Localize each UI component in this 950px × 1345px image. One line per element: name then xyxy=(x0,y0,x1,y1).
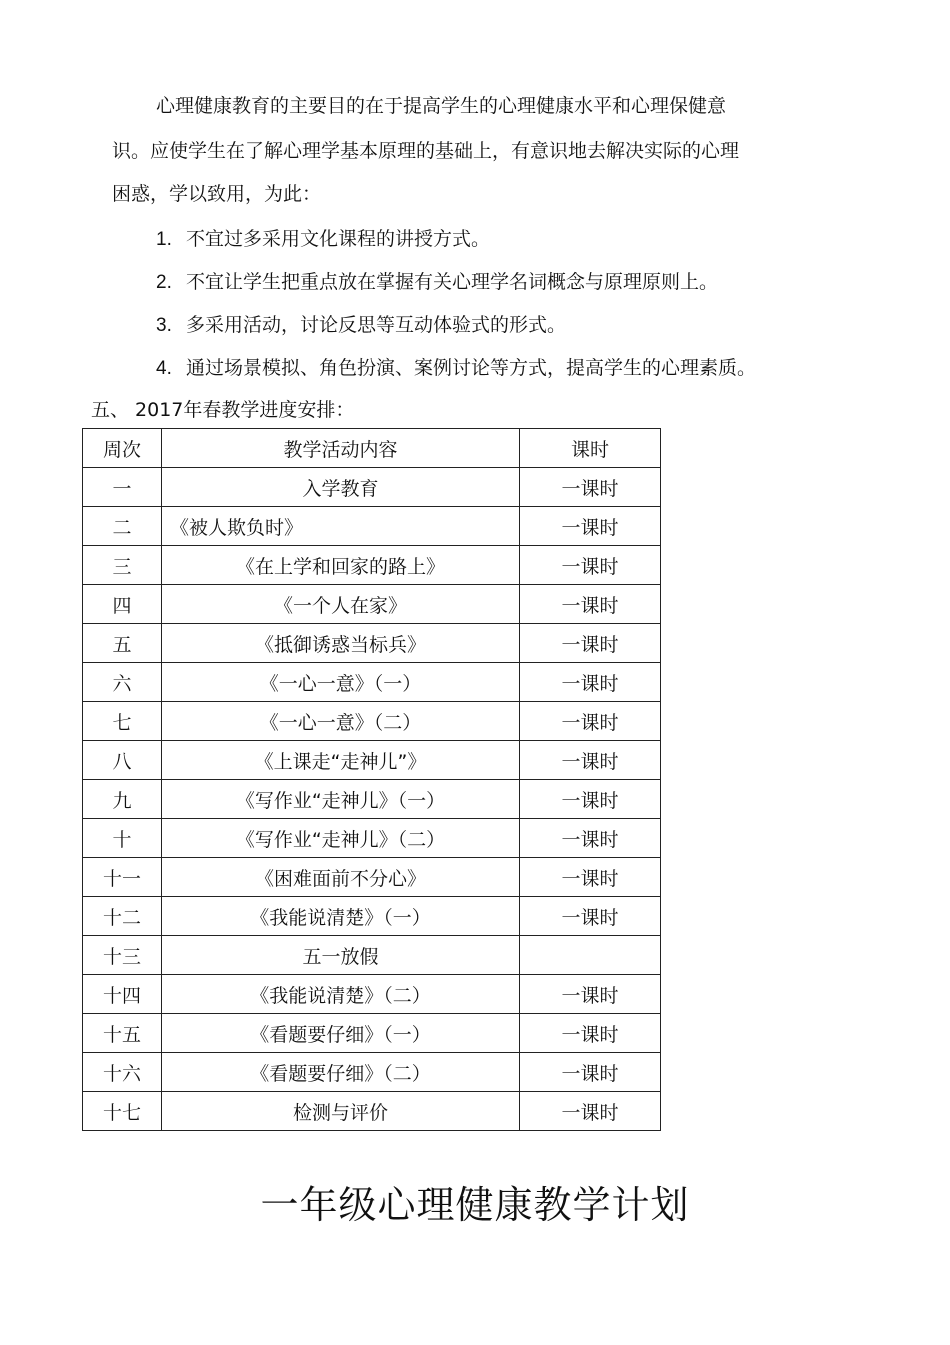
cell-hours: 一课时 xyxy=(520,468,661,507)
table-row xyxy=(83,507,661,546)
cell-week: 十五 xyxy=(83,1014,162,1053)
cell-content: 《一心一意》（一） xyxy=(162,663,520,702)
cell-content: 《看题要仔细》（一） xyxy=(162,1014,520,1053)
cell-week: 十三 xyxy=(83,936,162,975)
cell-week: 十六 xyxy=(83,1053,162,1092)
cell-content: 《我能说清楚》（二） xyxy=(162,975,520,1014)
cell-hours: 一课时 xyxy=(520,975,661,1014)
table-row xyxy=(83,624,661,663)
list-item-number: 2. xyxy=(156,272,172,293)
list-item-text: 通过场景模拟、角色扮演、案例讨论等方式，提高学生的心理素质。 xyxy=(186,357,757,379)
cell-week: 十一 xyxy=(83,858,162,897)
cell-hours xyxy=(520,936,661,975)
cell-content: 《一心一意》（二） xyxy=(162,702,520,741)
cell-hours: 一课时 xyxy=(520,624,661,663)
cell-hours: 一课时 xyxy=(520,780,661,819)
cell-content: 《抵御诱惑当标兵》 xyxy=(162,624,520,663)
cell-week: 一 xyxy=(83,468,162,507)
cell-content: 《困难面前不分心》 xyxy=(162,858,520,897)
document-title: 一年级心理健康教学计划 xyxy=(260,1183,690,1227)
cell-content: 《写作业“走神儿》（一） xyxy=(162,780,520,819)
list-item xyxy=(156,356,756,381)
header-week: 周次 xyxy=(83,429,162,468)
table-row xyxy=(83,741,661,780)
cell-hours: 一课时 xyxy=(520,702,661,741)
table-row xyxy=(83,780,661,819)
list-item-text: 不宜过多采用文化课程的讲授方式。 xyxy=(186,228,491,250)
table-row xyxy=(83,936,661,975)
table-row xyxy=(83,858,661,897)
cell-week: 八 xyxy=(83,741,162,780)
cell-week: 十七 xyxy=(83,1092,162,1131)
section-heading: 五、 2017年春教学进度安排： xyxy=(91,399,355,421)
header-hours: 课时 xyxy=(520,429,661,468)
cell-week: 九 xyxy=(83,780,162,819)
intro-line-1: 心理健康教育的主要目的在于提高学生的心理健康水平和心理保健意 xyxy=(156,95,727,117)
cell-week: 十 xyxy=(83,819,162,858)
cell-hours: 一课时 xyxy=(520,897,661,936)
cell-week: 五 xyxy=(83,624,162,663)
cell-content: 《我能说清楚》（一） xyxy=(162,897,520,936)
table-row xyxy=(83,1014,661,1053)
table-row xyxy=(83,546,661,585)
cell-content: 五一放假 xyxy=(162,936,520,975)
table-row xyxy=(83,702,661,741)
list-item xyxy=(156,313,566,338)
cell-hours: 一课时 xyxy=(520,741,661,780)
cell-week: 十四 xyxy=(83,975,162,1014)
table-row xyxy=(83,897,661,936)
intro-line-3: 困惑，学以致用，为此： xyxy=(112,183,322,205)
list-item-number: 1. xyxy=(156,229,172,250)
schedule-table xyxy=(82,428,661,1131)
intro-line-2: 识。应使学生在了解心理学基本原理的基础上，有意识地去解决实际的心理 xyxy=(112,140,740,162)
cell-content: 《上课走“走神儿”》 xyxy=(162,741,520,780)
cell-week: 六 xyxy=(83,663,162,702)
table-row xyxy=(83,975,661,1014)
cell-hours: 一课时 xyxy=(520,1014,661,1053)
list-item-text: 不宜让学生把重点放在掌握有关心理学名词概念与原理原则上。 xyxy=(186,271,719,293)
cell-week: 七 xyxy=(83,702,162,741)
cell-week: 十二 xyxy=(83,897,162,936)
cell-hours: 一课时 xyxy=(520,1053,661,1092)
cell-content: 《写作业“走神儿》（二） xyxy=(162,819,520,858)
cell-hours: 一课时 xyxy=(520,546,661,585)
table-row xyxy=(83,819,661,858)
cell-week: 二 xyxy=(83,507,162,546)
table-row xyxy=(83,468,661,507)
cell-hours: 一课时 xyxy=(520,1092,661,1131)
list-item-text: 多采用活动，讨论反思等互动体验式的形式。 xyxy=(186,314,567,336)
table-row xyxy=(83,1053,661,1092)
cell-hours: 一课时 xyxy=(520,819,661,858)
cell-hours: 一课时 xyxy=(520,585,661,624)
cell-content: 《一个人在家》 xyxy=(162,585,520,624)
table-row xyxy=(83,1092,661,1131)
cell-week: 三 xyxy=(83,546,162,585)
table-header-row xyxy=(83,429,661,468)
header-content: 教学活动内容 xyxy=(162,429,520,468)
cell-week: 四 xyxy=(83,585,162,624)
table-row xyxy=(83,663,661,702)
cell-content: 《被人欺负时》 xyxy=(162,507,520,546)
cell-content: 入学教育 xyxy=(162,468,520,507)
list-item xyxy=(156,270,718,295)
cell-content: 检测与评价 xyxy=(162,1092,520,1131)
cell-hours: 一课时 xyxy=(520,507,661,546)
table-row xyxy=(83,585,661,624)
cell-hours: 一课时 xyxy=(520,858,661,897)
cell-content: 《看题要仔细》（二） xyxy=(162,1053,520,1092)
cell-hours: 一课时 xyxy=(520,663,661,702)
cell-content: 《在上学和回家的路上》 xyxy=(162,546,520,585)
list-item-number: 4. xyxy=(156,358,172,379)
list-item xyxy=(156,227,490,252)
list-item-number: 3. xyxy=(156,315,172,336)
